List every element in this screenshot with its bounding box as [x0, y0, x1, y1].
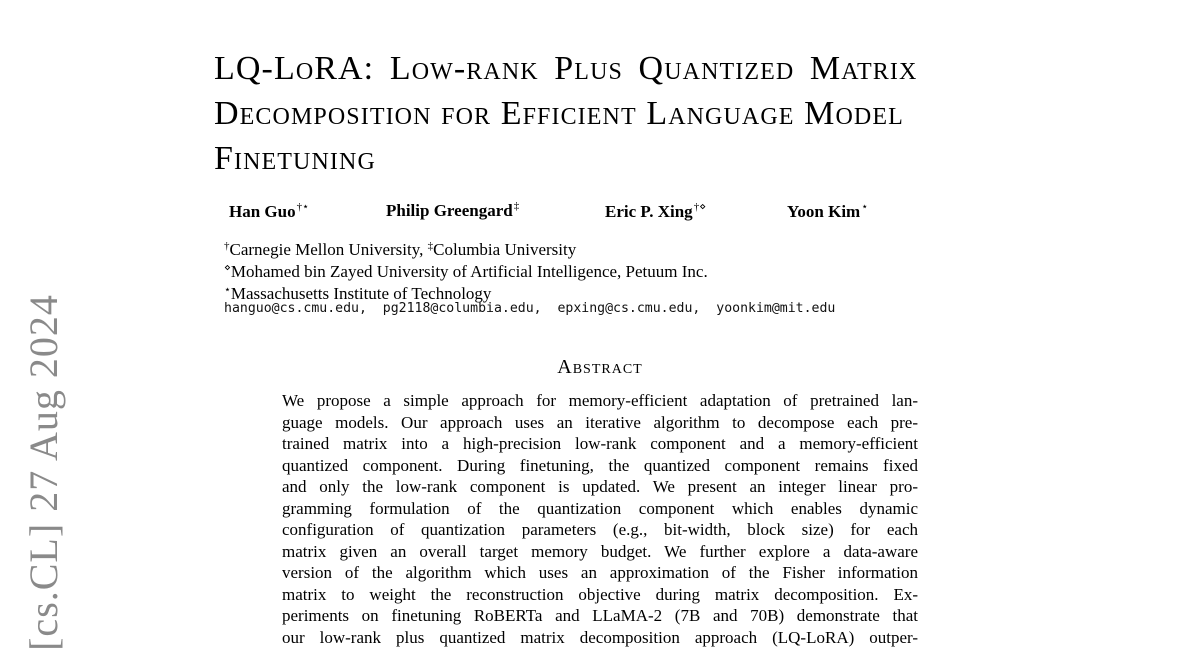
- author-han-guo: [229, 200, 309, 222]
- author-name: Han Guo: [229, 202, 296, 221]
- abstract-line: version of the algorithm which uses an approximation of the Fisher information: [282, 563, 918, 582]
- author-name: Eric P. Xing: [605, 202, 693, 221]
- title-line-2: Decomposition for Efficient Language Model: [214, 95, 904, 132]
- author-marks: †⋆: [296, 201, 309, 213]
- arxiv-stamp-text: [cs.CL] 27 Aug 2024: [20, 294, 66, 651]
- affiliation-text: Carnegie Mellon University,: [229, 240, 428, 259]
- affiliation-text: Massachusetts Institute of Technology: [230, 284, 492, 303]
- abstract-line: periments on finetuning RoBERTa and LLaMA-2 (7B and 70B) demonstrate that: [282, 606, 918, 625]
- abstract-heading: Abstract: [557, 356, 643, 378]
- author-eric-xing: [605, 200, 706, 222]
- abstract-line: guage models. Our approach uses an iterative algorithm to decompose each pre-: [282, 412, 918, 432]
- author-list: [0, 200, 1200, 224]
- affiliation-mark: ⋆: [224, 284, 231, 296]
- abstract-line: our low-rank plus quantized matrix decomposition approach (LQ-LoRA) outper-: [282, 627, 918, 647]
- affiliation-mark: ‡: [427, 240, 434, 252]
- paper-title: [214, 46, 1004, 181]
- affiliation-text: Columbia University: [433, 240, 577, 259]
- author-yoon-kim: [787, 200, 868, 222]
- title-line-3: Finetuning: [214, 140, 376, 177]
- abstract-line: configuration of quantization parameters (e.g., bit-width, block size) for each: [282, 520, 918, 539]
- abstract-line: quantized component. During finetuning, the quantized component remains fixed: [282, 455, 918, 475]
- abstract-body: [282, 390, 918, 648]
- abstract-line: gramming formulation of the quantization component which enables dynamic: [282, 498, 918, 518]
- affiliation-mark: ⋄: [224, 262, 231, 274]
- abstract-line: matrix given an overall target memory budget. We further explore a data-aware: [282, 541, 918, 561]
- abstract-line: We propose a simple approach for memory-efficient adaptation of pretrained lan-: [282, 391, 918, 410]
- author-marks: ‡: [513, 200, 520, 212]
- author-name: Yoon Kim: [787, 202, 861, 221]
- author-emails: hanguo@cs.cmu.edu, pg2118@columbia.edu, epxing@cs.cmu.edu, yoonkim@mit.edu: [224, 301, 836, 316]
- author-marks: †⋄: [693, 201, 707, 213]
- title-line-1: LQ-LoRA: Low-rank Plus Quantized Matrix: [214, 50, 918, 87]
- affiliation-mark: †: [224, 240, 230, 252]
- author-philip-greengard: [386, 200, 519, 221]
- abstract-line: and only the low-rank component is updated. We present an integer linear pro-: [282, 477, 918, 496]
- abstract-line: matrix to weight the reconstruction objective during matrix decomposition. Ex-: [282, 584, 918, 604]
- author-marks: ⋆: [861, 201, 869, 213]
- affiliation-text: Mohamed bin Zayed University of Artificial Intelligence, Petuum Inc.: [230, 262, 708, 281]
- author-name: Philip Greengard: [386, 201, 513, 220]
- arxiv-side-stamp: [18, 294, 68, 651]
- abstract-line: trained matrix into a high-precision low-rank component and a memory-efficient: [282, 434, 918, 453]
